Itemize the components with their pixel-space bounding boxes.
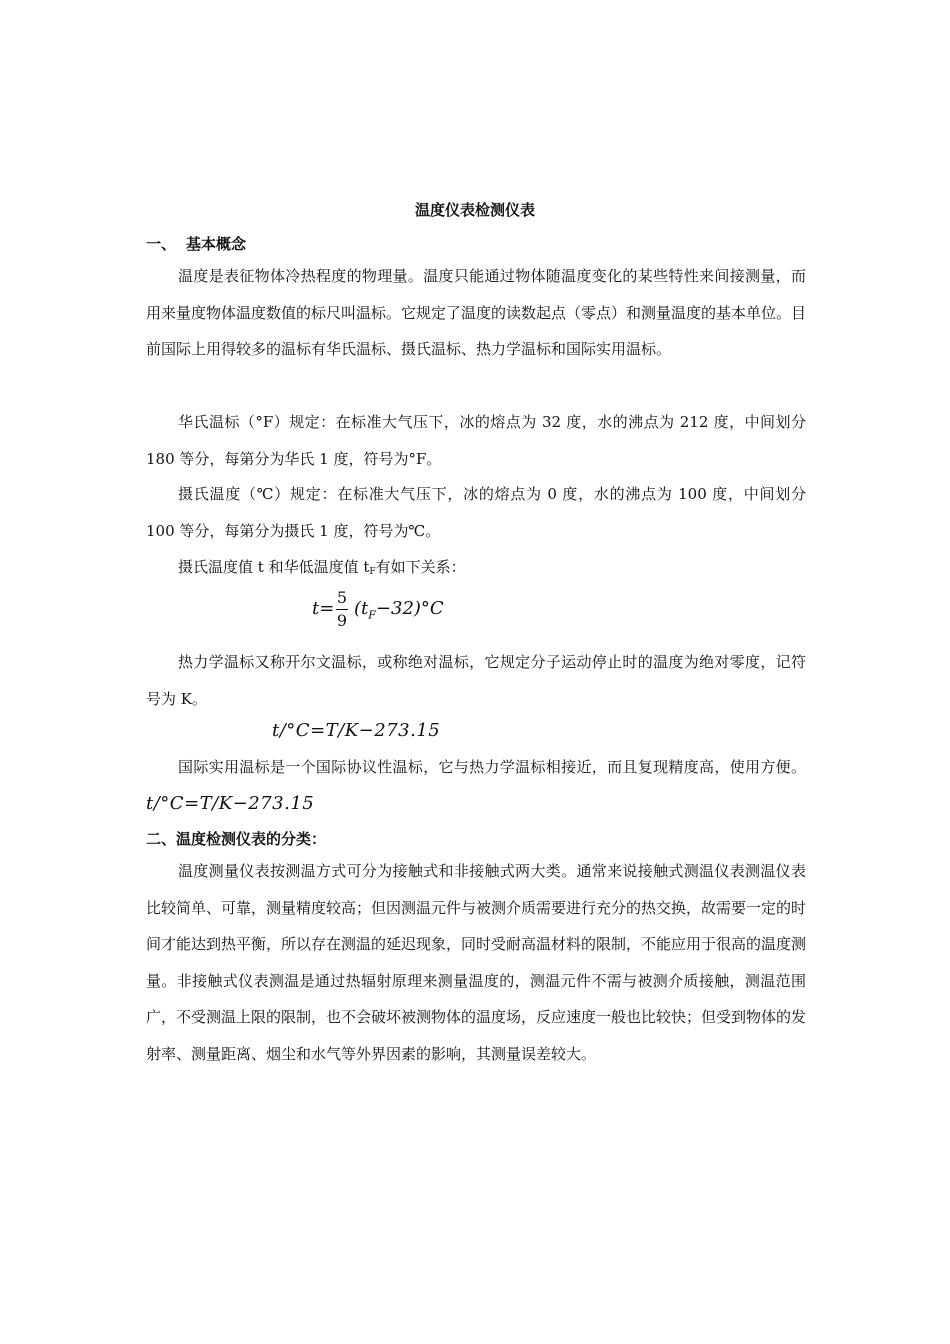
equation-fraction [336, 588, 348, 631]
paragraph-classification: 温度测量仪表按测温方式可分为接触式和非接触式两大类。通常来说接触式测温仪表测温仪表比较简单、可靠，测量精度较高；但因测温元件与被测介质需要进行充分的热交换，故需要一定的时间才能达到热平衡，所以存在测温的延迟现象，同时受耐高温材料的限制，不能应用于很高的温度测量。非接触式仪表测温是通过热辐射原理来测量温度的，测温元件不需与被测介质接触，测温范围广，不受测温上限的限制，也不会破坏被测物体的温度场，反应速度一般也比较快；但受到物体的发射率、测量距离、烟尘和水气等外界因素的影响，其测量误差较大。 [146, 862, 807, 1063]
relation-subscript: F [369, 567, 376, 577]
section-1-number: 一、 [146, 235, 177, 253]
equation-close: −32)°C [375, 598, 444, 619]
equation-kelvin: t/°C=T/K−273.15 [272, 720, 441, 741]
paragraph-fahrenheit: 华氏温标（°F）规定：在标准大气压下，冰的熔点为 32 度，水的沸点为 212 度，中间划分 180 等分，每第分为华氏 1 度，符号为°F。 [146, 413, 806, 468]
relation-text-end: 有如下关系： [375, 558, 466, 576]
equation-open: (t [354, 598, 369, 619]
section-1-heading [146, 233, 246, 254]
fraction-bar [336, 609, 348, 610]
paragraph-celsius: 摄氏温度（℃）规定：在标准大气压下，冰的熔点为 0 度，水的沸点为 100 度，中间划分 100 等分，每第分为摄氏 1 度，符号为℃。 [146, 485, 806, 540]
relation-text: 摄氏温度值 t 和华低温度值 t [178, 558, 370, 576]
equation-subscript: F [368, 608, 376, 622]
its-equation: t/°C=T/K−273.15 [146, 792, 315, 814]
equation-rhs [354, 598, 444, 622]
paragraph-its [146, 749, 806, 822]
paragraph-kelvin: 热力学温标又称开尔文温标，或称绝对温标，它规定分子运动停止时的温度为绝对零度，记符号为 K。 [146, 653, 806, 708]
fraction-denominator: 9 [336, 611, 348, 630]
paragraph-relation [178, 556, 466, 577]
section-2-heading: 二、温度检测仪表的分类： [146, 830, 327, 848]
its-text: 国际实用温标是一个国际协议性温标，它与热力学温标相接近，而且复现精度高，使用方便。 [178, 758, 806, 776]
equation-lhs: t= [312, 598, 335, 619]
fraction-numerator: 5 [336, 588, 348, 607]
section-1-title: 基本概念 [186, 235, 247, 253]
paragraph-intro: 温度是表征物体冷热程度的物理量。温度只能通过物体随温度变化的某些特性来间接测量，而用来量度物体温度数值的标尺叫温标。它规定了温度的读数起点（零点）和测量温度的基本单位。目前国际上用得较多的温标有华氏温标、摄氏温标、热力学温标和国际实用温标。 [146, 267, 807, 358]
document-title: 温度仪表检测仪表 [414, 201, 535, 219]
